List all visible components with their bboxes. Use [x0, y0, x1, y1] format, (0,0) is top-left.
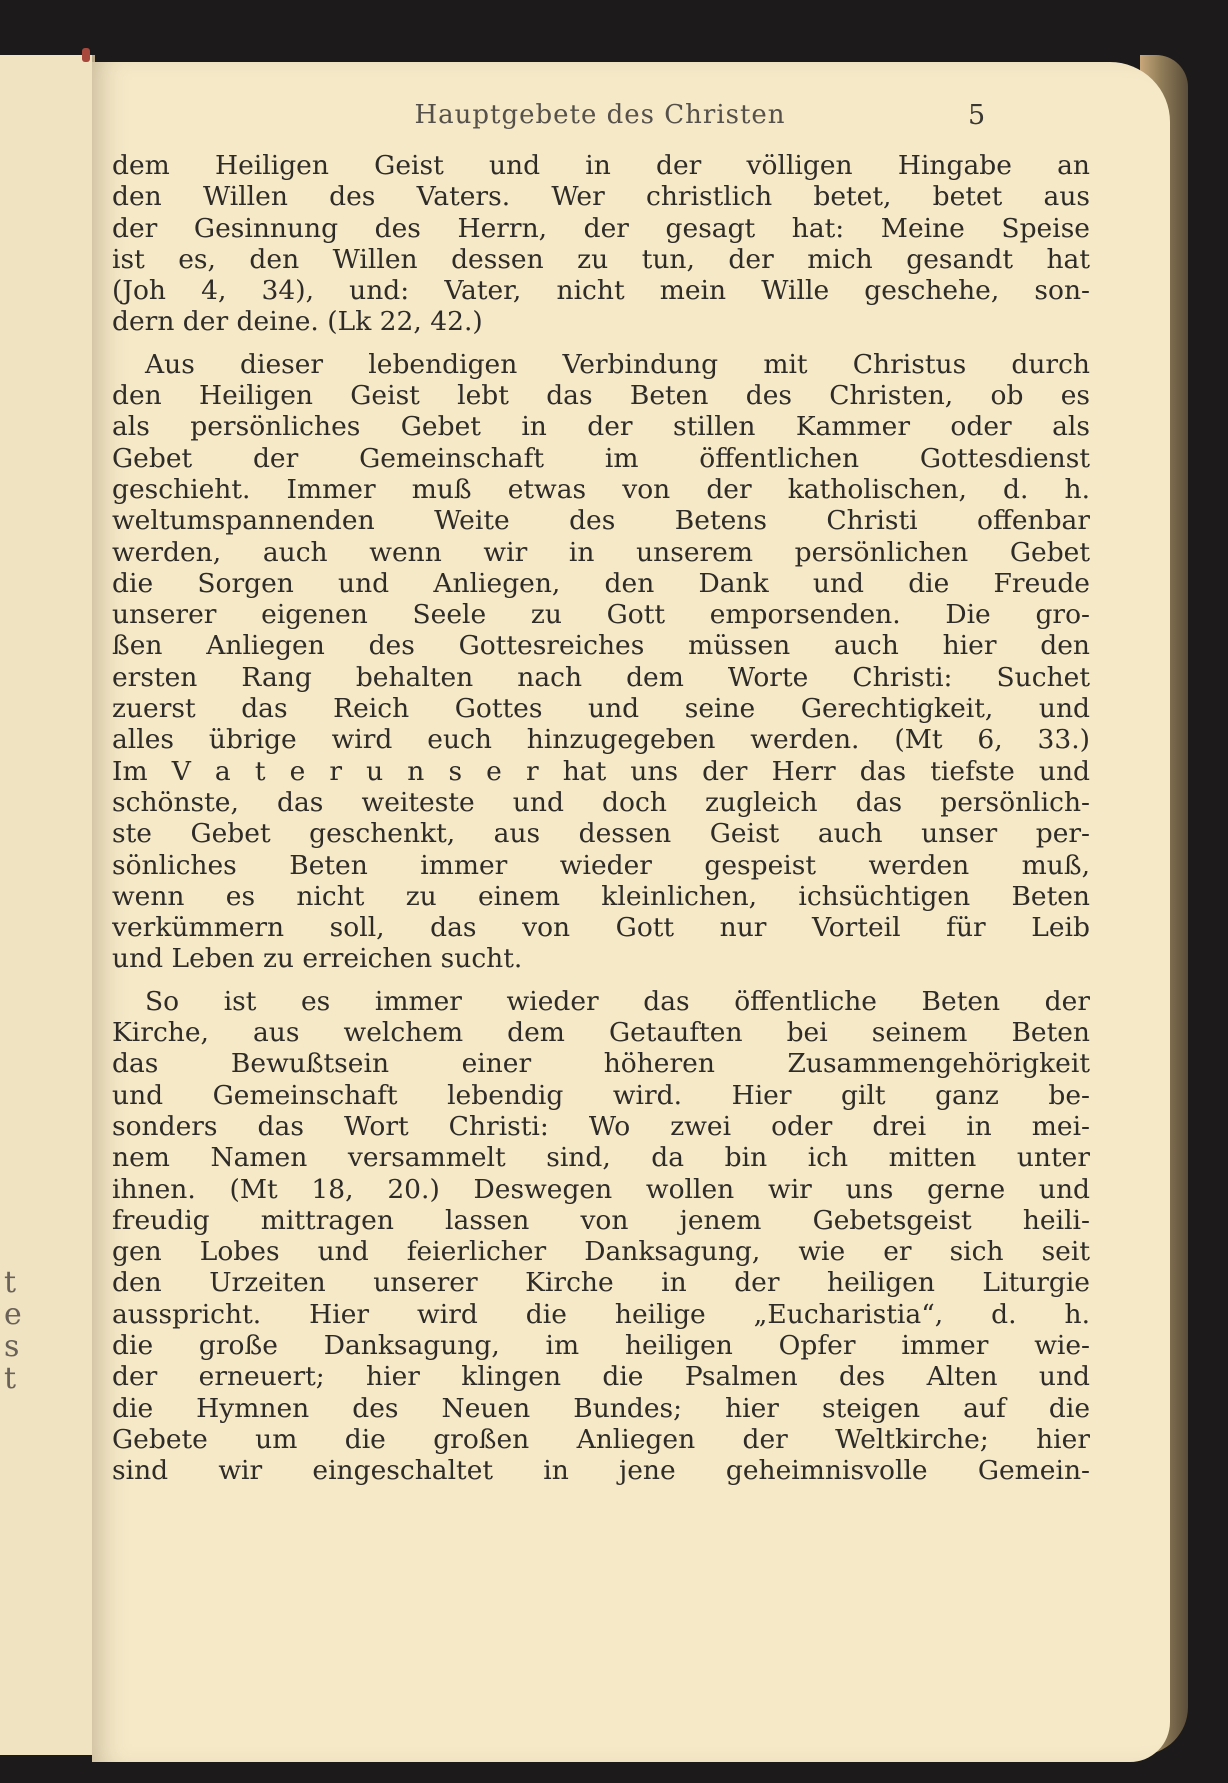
text-line: den Urzeiten unserer Kirche in der heiligen Liturgie	[112, 1267, 1090, 1299]
text-line: sind wir eingeschaltet in jene geheimnisvolle Gemein-	[112, 1455, 1090, 1487]
text-line: Gebet der Gemeinschaft im öffentlichen Gottesdienst	[112, 442, 1090, 474]
text-line: Aus dieser lebendigen Verbindung mit Christus durch	[145, 348, 1090, 380]
text-line: und Leben zu erreichen sucht.	[112, 943, 523, 975]
facing-page-char: e	[4, 1297, 22, 1332]
text-line: weltumspannenden Weite des Betens Christi offenbar	[112, 505, 1090, 537]
text-line: und Gemeinschaft lebendig wird. Hier gilt ganz be-	[112, 1079, 1090, 1111]
text-line: sonders das Wort Christi: Wo zwei oder drei in mei-	[112, 1110, 1090, 1142]
text-line: werden, auch wenn wir in unserem persönlichen Gebet	[112, 536, 1090, 568]
text-line: nem Namen versammelt sind, da bin ich mitten unter	[112, 1142, 1090, 1174]
text-line: zuerst das Reich Gottes und seine Gerechtigkeit, und	[112, 693, 1090, 725]
paragraph-1	[112, 150, 1090, 338]
text-line: Im V a t e r u n s e r hat uns der Herr das tiefste und	[112, 755, 1090, 787]
text-line: schönste, das weiteste und doch zugleich das persönlich-	[112, 786, 1090, 818]
text-line: die Hymnen des Neuen Bundes; hier steigen auf die	[112, 1392, 1090, 1424]
text-line: Gebete um die großen Anliegen der Weltkirche; hier	[112, 1423, 1090, 1455]
facing-page-char: t	[4, 1265, 17, 1300]
text-line: die Sorgen und Anliegen, den Dank und die Freude	[112, 567, 1090, 599]
facing-page-edge	[0, 55, 95, 1755]
text-line: der Gesinnung des Herrn, der gesagt hat: Meine Speise	[112, 212, 1090, 244]
text-line: den Heiligen Geist lebt das Beten des Christen, ob es	[112, 380, 1090, 412]
paragraph-2	[112, 349, 1090, 975]
text-line: dem Heiligen Geist und in der völligen Hingabe an	[112, 150, 1090, 181]
text-line: gen Lobes und feierlicher Danksagung, wie er sich seit	[112, 1236, 1090, 1268]
text-line: wenn es nicht zu einem kleinlichen, ichsüchtigen Beten	[112, 880, 1090, 912]
text-line: sönliches Beten immer wieder gespeist werden muß,	[112, 849, 1090, 881]
text-line: dern der deine. (Lk 22, 42.)	[112, 306, 483, 338]
text-line: So ist es immer wieder das öffentliche Beten der	[145, 985, 1090, 1017]
text-line: geschieht. Immer muß etwas von der katholischen, d. h.	[112, 473, 1090, 505]
text-line: ist es, den Willen dessen zu tun, der mich gesandt hat	[112, 243, 1090, 275]
text-line: den Willen des Vaters. Wer christlich betet, betet aus	[112, 181, 1090, 213]
text-line: ersten Rang behalten nach dem Worte Christi: Suchet	[112, 661, 1090, 693]
text-line: Kirche, aus welchem dem Getauften bei seinem Beten	[112, 1017, 1090, 1049]
facing-page-char: t	[4, 1361, 17, 1396]
page-number: 5	[968, 100, 986, 131]
text-line: ßen Anliegen des Gottesreiches müssen auch hier den	[112, 630, 1090, 662]
text-line: als persönliches Gebet in der stillen Kammer oder als	[112, 411, 1090, 443]
paragraph-3	[112, 986, 1090, 1487]
text-line: (Joh 4, 34), und: Vater, nicht mein Wille geschehe, son-	[112, 275, 1090, 307]
binding-thread-top	[82, 48, 90, 62]
text-line: ihnen. (Mt 18, 20.) Deswegen wollen wir uns gerne und	[112, 1173, 1090, 1205]
text-line: die große Danksagung, im heiligen Opfer immer wie-	[112, 1329, 1090, 1361]
text-line: alles übrige wird euch hinzugegeben werden. (Mt 6, 33.)	[112, 724, 1090, 756]
text-line: ste Gebet geschenkt, aus dessen Geist auch unser per-	[112, 818, 1090, 850]
text-line: unserer eigenen Seele zu Gott emporsenden. Die gro-	[112, 599, 1090, 631]
text-line: der erneuert; hier klingen die Psalmen des Alten und	[112, 1361, 1090, 1393]
text-line: das Bewußtsein einer höheren Zusammengehörigkeit	[112, 1048, 1090, 1080]
text-line: ausspricht. Hier wird die heilige „Eucharistia“, d. h.	[112, 1298, 1090, 1330]
text-line: freudig mittragen lassen von jenem Gebetsgeist heili-	[112, 1204, 1090, 1236]
running-title: Hauptgebete des Christen	[414, 100, 786, 130]
facing-page-char: s	[4, 1329, 20, 1364]
page-body	[112, 150, 1090, 1497]
text-line: verkümmern soll, das von Gott nur Vorteil für Leib	[112, 912, 1090, 944]
